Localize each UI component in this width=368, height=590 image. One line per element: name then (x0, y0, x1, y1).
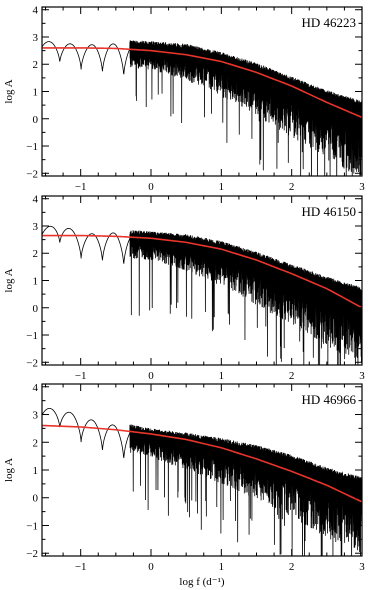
x-tick-label: 3 (359, 370, 365, 382)
panel-3 (3, 382, 365, 589)
y-tick-label: 1 (32, 86, 38, 99)
spectrum-line (42, 408, 363, 588)
y-tick-label: 4 (32, 381, 38, 394)
star-name-label: HD 46966 (301, 392, 356, 407)
y-tick-label: 0 (32, 492, 38, 505)
y-tick-label: −1 (26, 330, 38, 343)
y-tick-label: −1 (26, 520, 38, 533)
panel-2 (3, 194, 365, 403)
star-name-label: HD 46150 (301, 204, 356, 219)
x-axis-label: log f (d⁻¹) (179, 576, 225, 588)
y-tick-label: 1 (32, 275, 38, 288)
spectrum-line (42, 40, 363, 204)
y-tick-label: 0 (32, 302, 38, 315)
x-tick-label: 2 (288, 561, 295, 573)
y-tick-label: 2 (32, 248, 38, 261)
plot-area (42, 226, 363, 402)
panel-1 (3, 5, 365, 205)
y-tick-label: 4 (32, 4, 38, 17)
x-tick-label: 0 (148, 370, 154, 382)
y-axis-label: log A (3, 457, 15, 483)
x-tick-label: 1 (218, 181, 225, 193)
x-tick-label: 3 (359, 181, 365, 193)
y-tick-label: 3 (32, 31, 38, 44)
y-tick-label: 3 (32, 409, 38, 422)
x-tick-label: 3 (359, 561, 365, 573)
x-tick-label: −1 (74, 370, 87, 382)
x-tick-label: 1 (218, 561, 225, 573)
x-tick-label: 2 (288, 181, 295, 193)
y-tick-label: −2 (26, 168, 38, 181)
plot-area (42, 40, 363, 204)
spectrum-line (42, 226, 363, 402)
x-tick-label: 1 (218, 370, 225, 382)
y-tick-label: 2 (32, 437, 38, 450)
y-tick-label: −1 (26, 141, 38, 154)
star-name-label: HD 46223 (301, 15, 356, 30)
y-tick-label: 4 (32, 193, 38, 206)
plot-area (42, 408, 363, 588)
x-tick-label: 2 (288, 370, 295, 382)
x-tick-label: 0 (148, 181, 154, 193)
y-tick-label: −2 (26, 548, 38, 561)
x-tick-label: 0 (148, 561, 154, 573)
x-tick-label: −1 (74, 561, 87, 573)
y-axis-label: log A (3, 268, 15, 293)
y-tick-label: −2 (26, 357, 38, 370)
x-tick-label: −1 (74, 181, 87, 193)
y-tick-label: 1 (32, 465, 38, 477)
y-tick-label: 2 (32, 59, 38, 72)
y-axis-label: log A (3, 79, 15, 104)
y-tick-label: 0 (32, 113, 38, 126)
y-tick-label: 3 (32, 220, 38, 233)
